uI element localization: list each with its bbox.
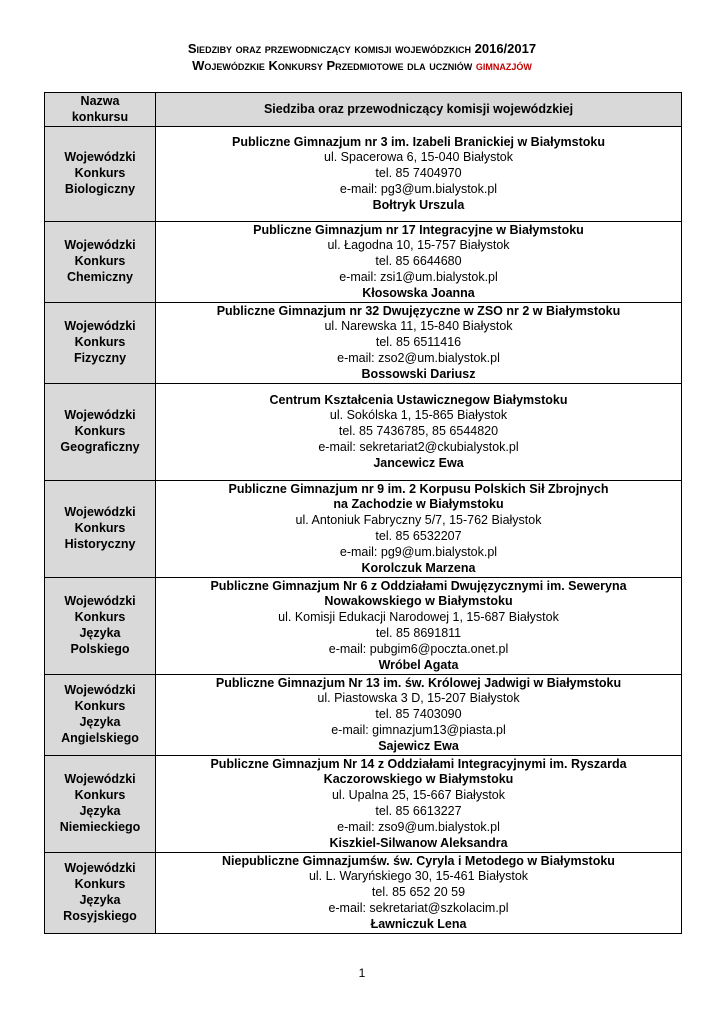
school-email: e-mail: zso9@um.bialystok.pl bbox=[337, 819, 500, 834]
school-address: ul. Spacerowa 6, 15-040 Białystok bbox=[324, 150, 513, 165]
school-phone: tel. 85 7436785, 85 6544820 bbox=[338, 424, 499, 439]
competition-name bbox=[45, 853, 156, 934]
seat-info bbox=[156, 384, 682, 481]
table-row bbox=[45, 127, 682, 222]
table-row bbox=[45, 756, 682, 853]
competition-name-line: Konkurs bbox=[74, 166, 126, 181]
table-row bbox=[45, 303, 682, 384]
competition-name-line: Historyczny bbox=[64, 536, 136, 551]
header-seat-chair: Siedziba oraz przewodniczący komisji wojewódzkiej bbox=[156, 93, 682, 127]
competition-name-line: Wojewódzki bbox=[64, 594, 136, 609]
competition-name-line: Wojewódzki bbox=[64, 319, 136, 334]
school-email: e-mail: pg3@um.bialystok.pl bbox=[339, 181, 498, 196]
school-address: ul. Narewska 11, 15-840 Białystok bbox=[324, 319, 513, 334]
school-phone: tel. 85 6644680 bbox=[375, 254, 462, 269]
competition-name-line: Wojewódzki bbox=[64, 772, 136, 787]
school-address: ul. Upalna 25, 15-667 Białystok bbox=[331, 788, 506, 803]
school-email: e-mail: gimnazjum13@piasta.pl bbox=[331, 722, 506, 737]
competition-name bbox=[45, 303, 156, 384]
school-email: e-mail: zso2@um.bialystok.pl bbox=[337, 350, 500, 365]
school-name: Publiczne Gimnazjum Nr 6 z Oddziałami Dwujęzycznymi im. Seweryna bbox=[210, 578, 627, 593]
competition-name-line: Polskiego bbox=[70, 641, 130, 656]
school-name: Kaczorowskiego w Białymstoku bbox=[323, 772, 514, 787]
school-address: ul. Sokólska 1, 15-865 Białystok bbox=[329, 408, 508, 423]
competition-name-line: Konkurs bbox=[74, 335, 126, 350]
school-email: e-mail: pubgim6@poczta.onet.pl bbox=[328, 641, 509, 656]
competition-name-line: Konkurs bbox=[74, 521, 126, 536]
commission-chair: Kłosowska Joanna bbox=[362, 285, 475, 300]
competition-name-line: Chemiczny bbox=[67, 269, 133, 284]
school-phone: tel. 85 6613227 bbox=[375, 804, 462, 818]
school-address: ul. Antoniuk Fabryczny 5/7, 15-762 Białystok bbox=[295, 513, 542, 528]
seat-info bbox=[156, 127, 682, 222]
competition-name bbox=[45, 222, 156, 303]
competitions-table bbox=[44, 92, 682, 934]
commission-chair: Wróbel Agata bbox=[378, 657, 459, 672]
title-year: 2016/2017 bbox=[474, 41, 537, 56]
commission-chair: Bossowski Dariusz bbox=[361, 366, 476, 381]
school-address: ul. Komisji Edukacji Narodowej 1, 15-687 Białystok bbox=[278, 610, 559, 625]
school-name: Publiczne Gimnazjum nr 17 Integracyjne w Białymstoku bbox=[253, 222, 584, 237]
subtitle-highlight: gimnazjów bbox=[475, 58, 532, 73]
competition-name-line: Niemieckiego bbox=[59, 819, 141, 834]
competition-name bbox=[45, 578, 156, 675]
school-address: ul. Łagodna 10, 15-757 Białystok bbox=[327, 238, 510, 253]
competition-name-line: Konkurs bbox=[74, 788, 126, 803]
seat-info bbox=[156, 853, 682, 934]
school-name: Publiczne Gimnazjum Nr 14 z Oddziałami Integracyjnymi im. Ryszarda bbox=[210, 756, 627, 771]
school-name: Niepubliczne Gimnazjumśw. św. Cyryla i Metodego w Białymstoku bbox=[222, 853, 615, 868]
seat-info bbox=[156, 675, 682, 756]
school-phone: tel. 85 8691811 bbox=[375, 626, 462, 640]
competition-name bbox=[45, 384, 156, 481]
school-phone: tel. 85 6511416 bbox=[375, 335, 462, 350]
school-email: e-mail: sekretariat@szkolacim.pl bbox=[328, 900, 509, 915]
table-row bbox=[45, 384, 682, 481]
competition-name bbox=[45, 675, 156, 756]
competition-name-line: Angielskiego bbox=[61, 730, 139, 745]
competition-name-line: Wojewódzki bbox=[64, 861, 136, 876]
school-name: Publiczne Gimnazjum nr 32 Dwujęzyczne w ZSO nr 2 w Białymstoku bbox=[216, 303, 621, 318]
competition-name-line: Wojewódzki bbox=[64, 150, 136, 165]
header-competition-name bbox=[45, 93, 156, 127]
competition-name-line: Wojewódzki bbox=[64, 408, 136, 423]
competition-name-line: Konkurs bbox=[74, 610, 126, 625]
school-email: e-mail: sekretariat2@ckubialystok.pl bbox=[318, 439, 519, 454]
competition-name-line: Wojewódzki bbox=[64, 683, 136, 698]
seat-info bbox=[156, 222, 682, 303]
commission-chair: Jancewicz Ewa bbox=[373, 455, 464, 470]
competition-name-line: Konkurs bbox=[74, 424, 126, 439]
competition-name-line: Języka bbox=[79, 804, 121, 818]
table-row bbox=[45, 222, 682, 303]
title-text: Siedziby oraz przewodniczący komisji wojewódzkich bbox=[187, 41, 472, 56]
subtitle-text: Wojewódzkie Konkursy Przedmiotowe dla uczniów bbox=[192, 58, 473, 73]
school-name: Publiczne Gimnazjum nr 9 im. 2 Korpusu Polskich Sił Zbrojnych bbox=[228, 481, 609, 496]
competition-name-line: Języka bbox=[79, 715, 121, 729]
competition-name-line: Języka bbox=[79, 626, 121, 640]
school-name: Publiczne Gimnazjum nr 3 im. Izabeli Branickiej w Białymstoku bbox=[231, 134, 606, 149]
school-name: Nowakowskiego w Białymstoku bbox=[324, 594, 513, 609]
table-row bbox=[45, 481, 682, 578]
competition-name-line: Konkurs bbox=[74, 877, 126, 892]
competition-name-line: Rosyjskiego bbox=[63, 908, 137, 923]
competition-name bbox=[45, 756, 156, 853]
school-phone: tel. 85 7403090 bbox=[375, 707, 462, 722]
school-name: Publiczne Gimnazjum Nr 13 im. św. Królowej Jadwigi w Białymstoku bbox=[215, 675, 622, 690]
school-phone: tel. 85 6532207 bbox=[375, 529, 462, 543]
competition-name bbox=[45, 481, 156, 578]
document-title-line-2 bbox=[0, 57, 724, 74]
school-name: Centrum Kształcenia Ustawicznegow Białymstoku bbox=[269, 392, 568, 407]
table-row bbox=[45, 853, 682, 934]
competition-name-line: Biologiczny bbox=[64, 181, 136, 196]
commission-chair: Kiszkiel-Silwanow Aleksandra bbox=[329, 835, 508, 850]
competition-name-line: Geograficzny bbox=[60, 439, 140, 454]
competition-name-line: Języka bbox=[79, 893, 121, 907]
table-header-row bbox=[45, 93, 682, 127]
school-email: e-mail: zsi1@um.bialystok.pl bbox=[339, 269, 498, 284]
school-address: ul. L. Waryńskiego 30, 15-461 Białystok bbox=[308, 869, 529, 884]
school-name: na Zachodzie w Białymstoku bbox=[333, 497, 504, 512]
table-row bbox=[45, 675, 682, 756]
competition-name bbox=[45, 127, 156, 222]
commission-chair: Korolczuk Marzena bbox=[361, 560, 476, 575]
competition-name-line: Wojewódzki bbox=[64, 238, 136, 253]
seat-info bbox=[156, 756, 682, 853]
page-number: 1 bbox=[358, 966, 366, 980]
school-phone: tel. 85 652 20 59 bbox=[371, 885, 466, 900]
table-row bbox=[45, 578, 682, 675]
commission-chair: Sajewicz Ewa bbox=[378, 738, 459, 753]
document-title-line-1 bbox=[0, 40, 724, 57]
seat-info bbox=[156, 578, 682, 675]
table-body bbox=[45, 127, 682, 934]
competition-name-line: Konkurs bbox=[74, 699, 126, 714]
school-address: ul. Piastowska 3 D, 15-207 Białystok bbox=[317, 691, 520, 706]
commission-chair: Ławniczuk Lena bbox=[370, 916, 467, 931]
seat-info bbox=[156, 481, 682, 578]
school-email: e-mail: pg9@um.bialystok.pl bbox=[339, 544, 498, 559]
header-label: Nazwa konkursu bbox=[71, 93, 129, 124]
competition-name-line: Konkurs bbox=[74, 254, 126, 269]
school-phone: tel. 85 7404970 bbox=[375, 166, 462, 181]
commission-chair: Bołtryk Urszula bbox=[372, 197, 465, 212]
competition-name-line: Wojewódzki bbox=[64, 505, 136, 520]
competition-name-line: Fizyczny bbox=[73, 350, 127, 365]
seat-info bbox=[156, 303, 682, 384]
